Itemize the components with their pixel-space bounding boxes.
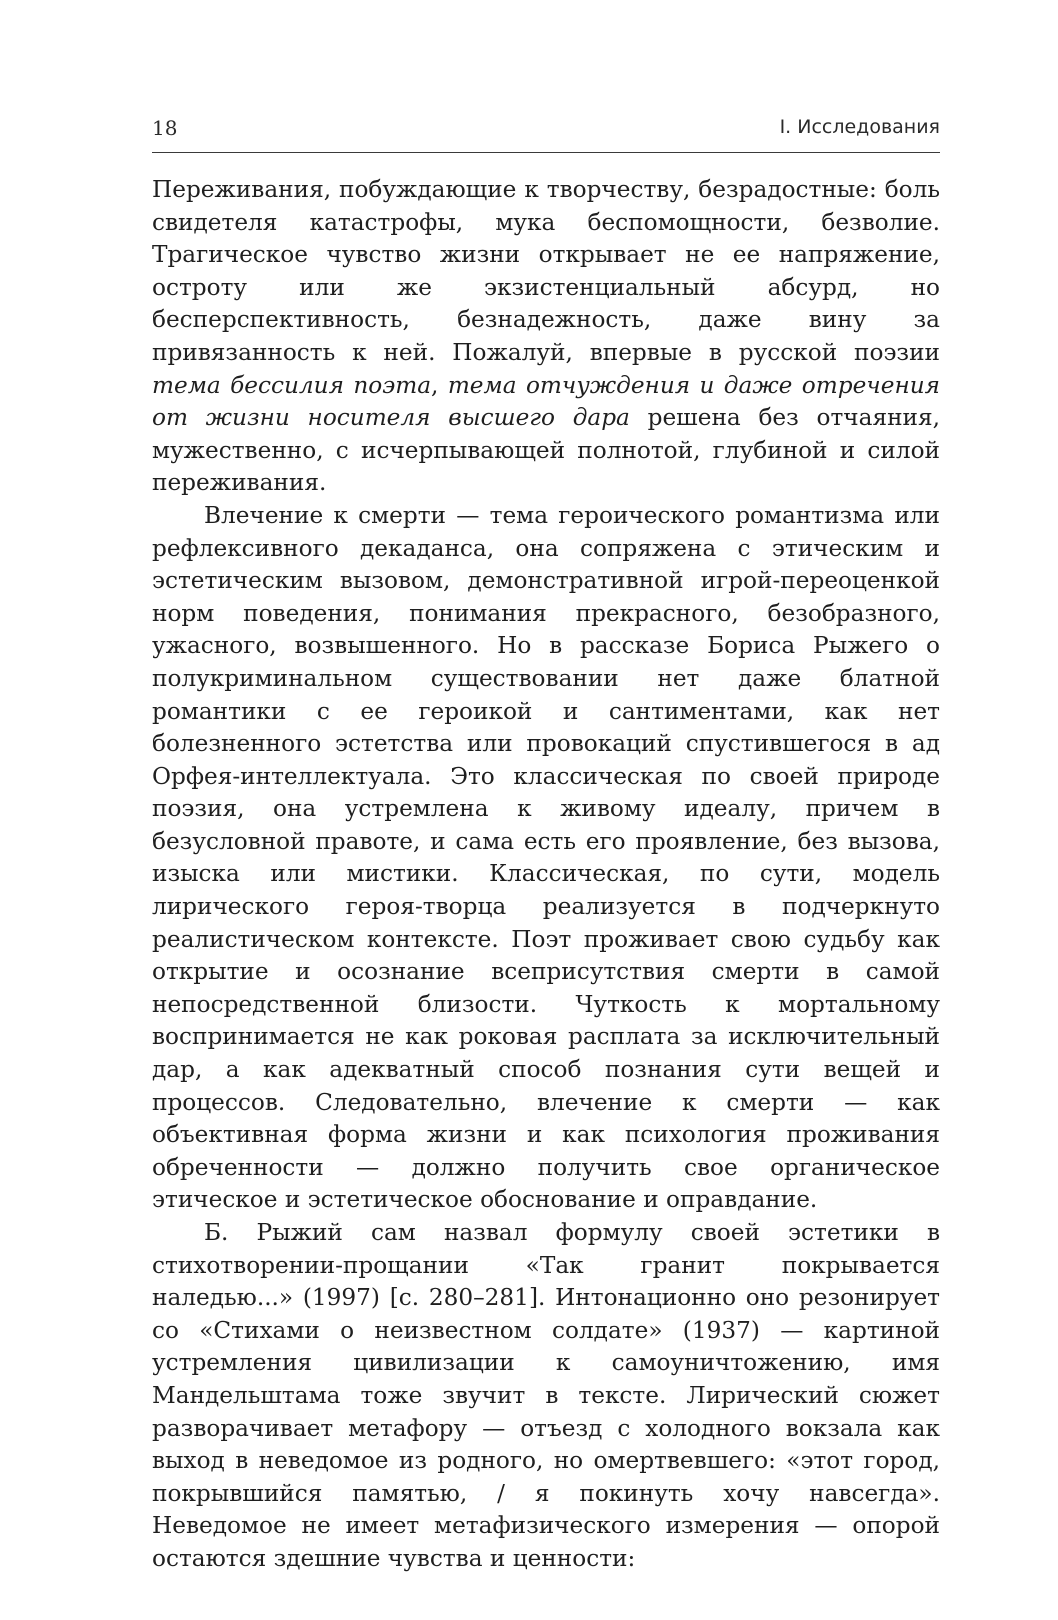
body-text <box>152 174 940 1576</box>
paragraph-2: Влечение к смерти — тема героического романтизма или рефлексивного декаданса, она сопряжена с этическим и эстетическим вызовом, демонстративной игрой-переоценкой норм поведения, понимания прекрасного, безобразного, ужасного, возвышенного. Но в рассказе Бориса Рыжего о полукриминальном существовании нет даже блатной романтики с ее героикой и сантиментами, как нет болезненного эстетства или провокаций спустившегося в ад Орфея-интеллектуала. Это классическая по своей природе поэзия, она устремлена к живому идеалу, причем в безусловной правоте, и сама есть его проявление, без вызова, изыска или мистики. Классическая, по сути, модель лирического героя-творца реализуется в подчеркнуто реалистическом контексте. Поэт проживает свою судьбу как открытие и осознание всеприсутствия смерти в самой непосредственной близости. Чуткость к мортальному воспринимается не как роковая расплата за исключительный дар, а как адекватный способ познания сути вещей и процессов. Следовательно, влечение к смерти — как объективная форма жизни и как психология проживания обреченности — должно получить свое органическое этическое и эстетическое обоснование и оправдание. <box>152 501 940 1214</box>
paragraph-1-text-3: решена без отчаяния, мужественно, с исчерпывающей полнотой, глубиной и силой переживания. <box>152 404 940 497</box>
paragraph-1-italic-1: тема бессилия поэта <box>152 371 432 399</box>
paragraph-1-text-1: Переживания, побуждающие к творчеству, безрадостные: боль свидетеля катастрофы, мука беспомощности, безволие. Трагическое чувство жизни открывает не ее напряжение, остроту или же экзистенциальный абсурд, но бесперспективность, безнадежность, даже вину за привязанность к ней. Пожалуй, впервые в русской поэзии <box>152 176 940 366</box>
page-number: 18 <box>152 116 178 140</box>
header-rule <box>152 152 940 153</box>
paragraph-1-text-2: , <box>431 371 448 399</box>
book-page <box>152 0 940 1620</box>
paragraph-1 <box>152 174 940 500</box>
paragraph-1-italic-2: тема отчуждения и даже отречения от жизни носителя высшего дара <box>152 371 941 432</box>
paragraph-3: Б. Рыжий сам назвал формулу своей эстетики в стихотворении-прощании «Так гранит покрывается наледью...» (1997) [с. 280–281]. Интонационно оно резонирует со «Стихами о неизвестном солдате» (1937) — картиной устремления цивилизации к самоуничтожению, имя Мандельштама тоже звучит в тексте. Лирический сюжет разворачивает метафору — отъезд с холодного вокзала как выход в неведомое из родного, но омертвевшего: «этот город, покрывшийся памятью, / я покинуть хочу навсегда». Неведомое не имеет метафизического измерения — опорой остаются здешние чувства и ценности: <box>152 1219 940 1572</box>
running-head <box>152 116 940 146</box>
section-title: I. Исследования <box>779 116 940 138</box>
